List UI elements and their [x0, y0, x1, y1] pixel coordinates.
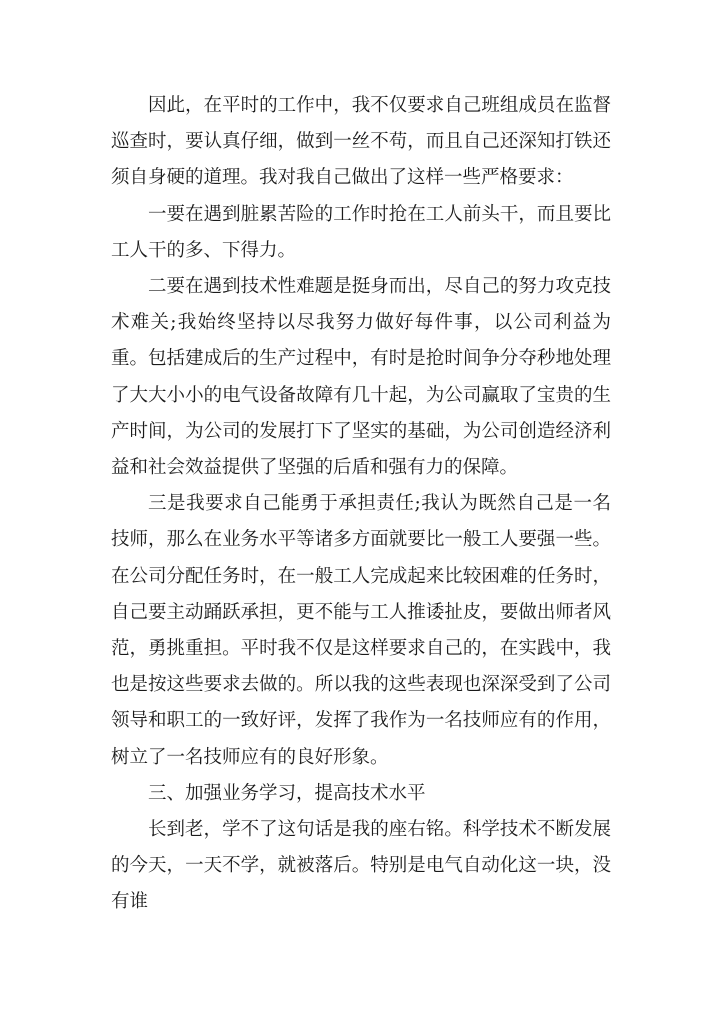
document-body [111, 88, 611, 921]
paragraph-5: 长到老，学不了这句话是我的座右铭。科学技术不断发展的今天，一天不学，就被落后。特别是电气自动化这一块，没有谁 [111, 819, 611, 913]
section-heading: 三、加强业务学习，提高技术水平 [148, 782, 426, 804]
paragraph-4: 三是我要求自己能勇于承担责任;我认为既然自己是一名技师，那么在业务水平等诸多方面就要比一般工人要强一些。在公司分配任务时，在一般工人完成起来比较困难的任务时，自己要主动踊跃承担，更不能与工人推诿扯皮，要做出师者风范，勇挑重担。平时我不仅是这样要求自己的，在实践中，我也是按这些要求去做的。所以我的这些表现也深深受到了公司领导和职工的一致好评，发挥了我作为一名技师应有的作用，树立了一名技师应有的良好形象。 [111, 493, 611, 768]
paragraph-2: 一要在遇到脏累苦险的工作时抢在工人前头干，而且要比工人干的多、下得力。 [111, 203, 611, 261]
paragraph-3: 二要在遇到技术性难题是挺身而出，尽自己的努力攻克技术难关;我始终坚持以尽我努力做好每件事，以公司利益为重。包括建成后的生产过程中，有时是抢时间争分夺秒地处理了大大小小的电气设备故障有几十起，为公司赢取了宝贵的生产时间，为公司的发展打下了坚实的基础，为公司创造经济利益和社会效益提供了坚强的后盾和强有力的保障。 [111, 276, 611, 479]
paragraph-1: 因此，在平时的工作中，我不仅要求自己班组成员在监督巡查时，要认真仔细，做到一丝不苟，而且自己还深知打铁还须自身硬的道理。我对我自己做出了这样一些严格要求： [111, 95, 611, 189]
